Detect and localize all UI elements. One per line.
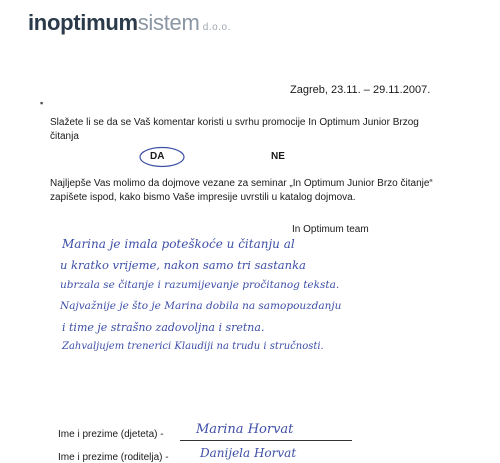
child-name-value: Marina Horvat — [196, 422, 294, 437]
comment-line: Marina je imala poteškoće u čitanju al — [62, 237, 295, 251]
date-range: Zagreb, 23.11. – 29.11.2007. — [290, 84, 431, 96]
child-name-label: Ime i prezime (djeteta) - — [58, 429, 164, 440]
consent-question: Slažete li se da se Vaš komentar koristi u svrhu promocije In Optimum Junior Brzog čitanja — [50, 117, 419, 142]
comment-line: Zahvaljujem trenerici Klaudiji na trudu i stručnosti. — [62, 341, 324, 352]
bullet-mark: ▪ — [40, 98, 44, 108]
child-name-line — [180, 440, 352, 441]
comment-line: ubrzala se čitanje i razumijevanje pročitanog teksta. — [60, 279, 340, 291]
comment-line: u kratko vrijeme, nakon samo tri sastanka — [60, 258, 306, 272]
parent-name-value: Danijela Horvat — [200, 446, 297, 460]
comment-line: i time je strašno zadovoljna i sretna. — [62, 321, 265, 334]
parent-name-label: Ime i prezime (roditelja) - — [58, 452, 169, 463]
choice-yes: DA — [150, 151, 165, 162]
feedback-request: Najljepše Vas molimo da dojmove vezane za seminar „In Optimum Junior Brzo čitanje“ zapišete ispod, kako bismo Vaše impresije uvrstili u katalog dojmova. — [50, 178, 433, 203]
choice-no: NE — [271, 151, 285, 162]
team-signature: In Optimum team — [292, 224, 369, 235]
company-logo: inoptimumsistem d.o.o. — [28, 10, 231, 35]
comment-line: Najvažnije je što je Marina dobila na samopouzdanju — [60, 300, 342, 312]
